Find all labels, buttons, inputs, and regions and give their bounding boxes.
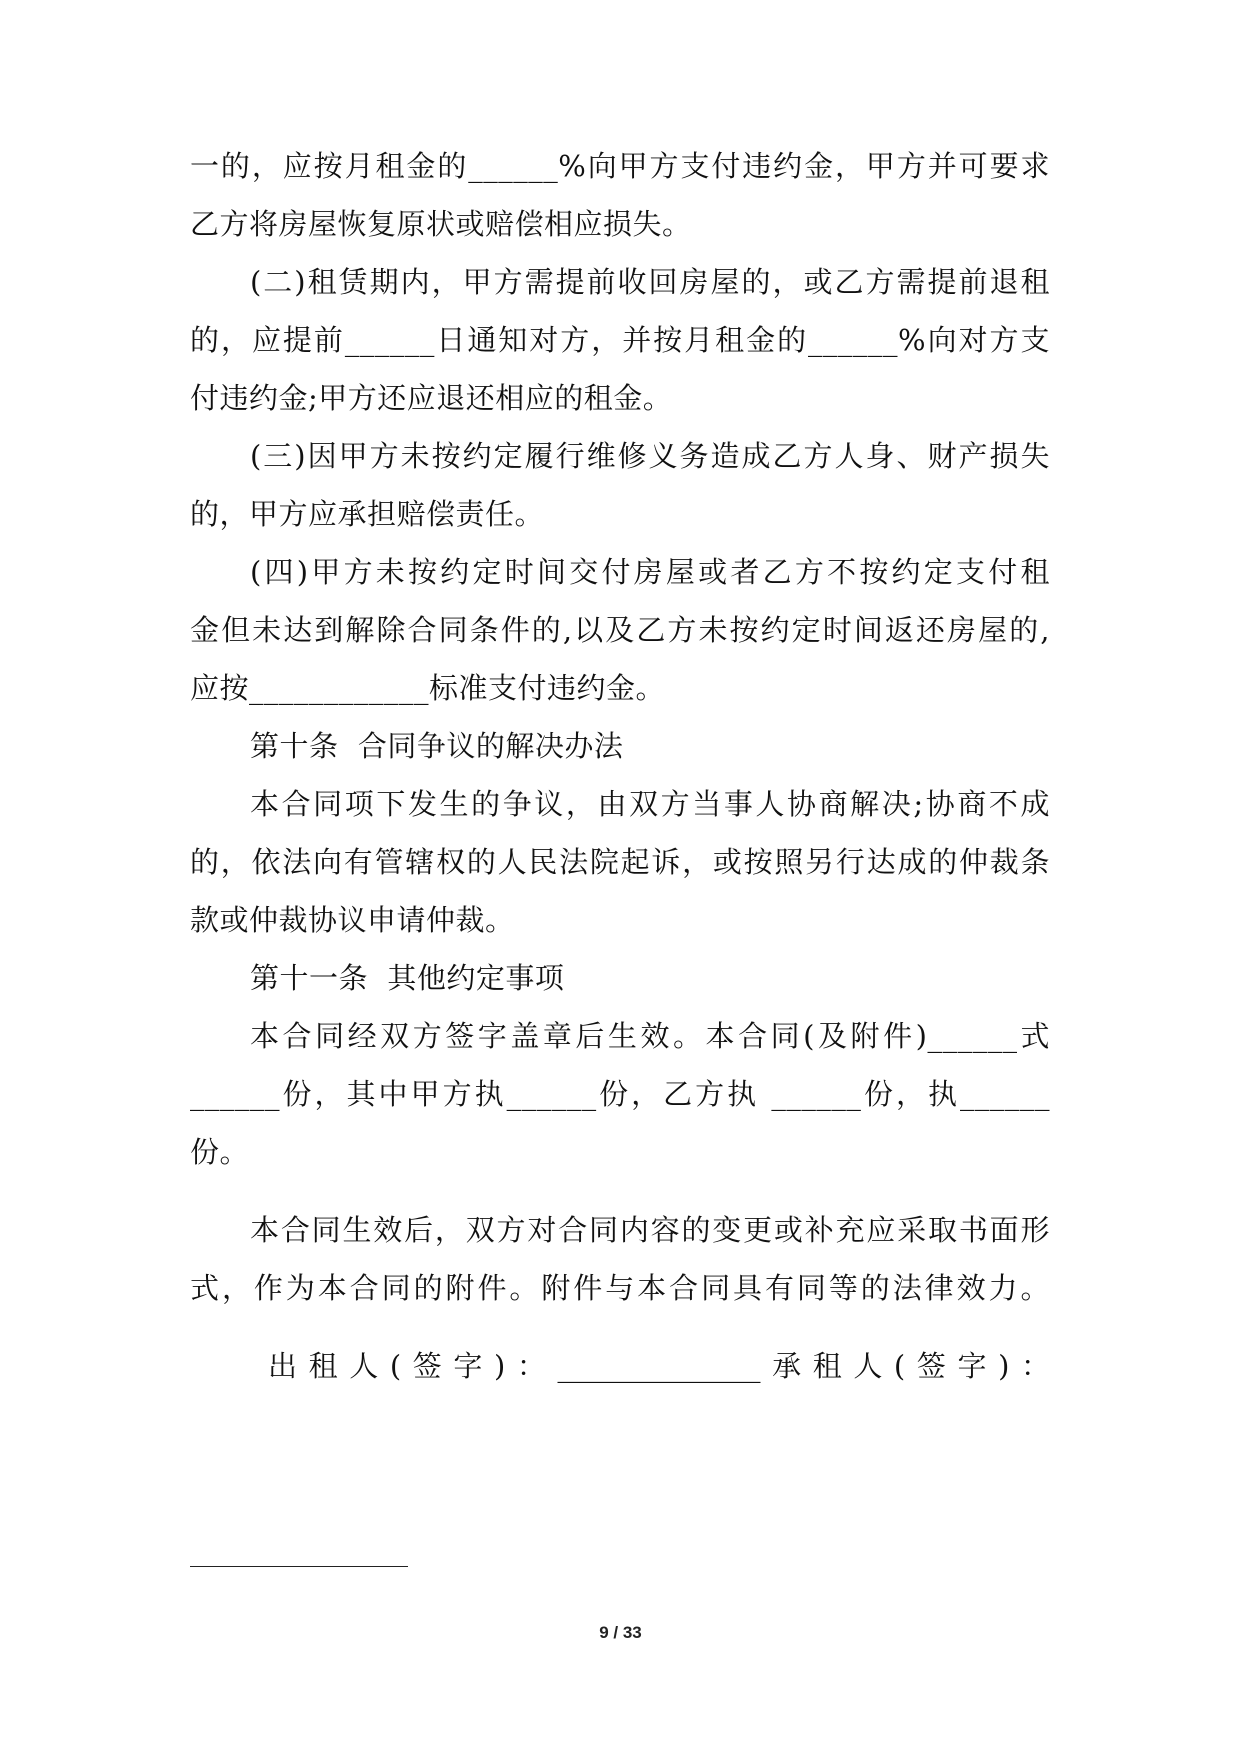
paragraph-line: (二)租赁期内，甲方需提前收回房屋的，或乙方需提前退租 bbox=[250, 265, 1050, 299]
paragraph-line: 的，甲方应承担赔偿责任。 bbox=[190, 497, 545, 531]
paragraph-line: 的，应提前______日通知对方，并按月租金的______%向对方支 bbox=[190, 323, 1050, 357]
paragraph-line: (三)因甲方未按约定履行维修义务造成乙方人身、财产损失 bbox=[250, 439, 1050, 473]
paragraph-line: (四)甲方未按约定时间交付房屋或者乙方不按约定支付租 bbox=[250, 555, 1050, 589]
section-heading: 第十条 合同争议的解决办法 bbox=[250, 729, 624, 763]
paragraph-line: 款或仲裁协议申请仲裁。 bbox=[190, 903, 515, 937]
paragraph-line: 一的，应按月租金的______%向甲方支付违约金，甲方并可要求 bbox=[190, 149, 1050, 183]
paragraph-line: 式，作为本合同的附件。附件与本合同具有同等的法律效力。 bbox=[190, 1271, 1050, 1305]
page-number: 9 / 33 bbox=[599, 1623, 642, 1642]
paragraph-line: 付违约金;甲方还应退还相应的租金。 bbox=[190, 381, 673, 415]
paragraph-line: ______份，其中甲方执______份，乙方执 ______份，执______ bbox=[190, 1077, 1050, 1111]
paragraph-line: 应按____________标准支付违约金。 bbox=[190, 671, 666, 705]
paragraph-line: 份。 bbox=[190, 1135, 250, 1169]
paragraph-line: 的，依法向有管辖权的人民法院起诉，或按照另行达成的仲裁条 bbox=[190, 845, 1050, 879]
paragraph-line: 金但未达到解除合同条件的,以及乙方未按约定时间返还房屋的, bbox=[190, 613, 1050, 647]
signature-line: 出租人(签字)：______________承租人(签字)： bbox=[268, 1349, 1050, 1383]
paragraph-line: 本合同经双方签字盖章后生效。本合同(及附件)______式 bbox=[250, 1019, 1050, 1053]
paragraph-line: 本合同生效后，双方对合同内容的变更或补充应采取书面形 bbox=[250, 1213, 1050, 1247]
paragraph-line: 本合同项下发生的争议，由双方当事人协商解决;协商不成 bbox=[250, 787, 1050, 821]
paragraph-line: 乙方将房屋恢复原状或赔偿相应损失。 bbox=[190, 207, 692, 241]
section-heading: 第十一条 其他约定事项 bbox=[250, 961, 565, 995]
signature-blank bbox=[190, 1566, 408, 1567]
